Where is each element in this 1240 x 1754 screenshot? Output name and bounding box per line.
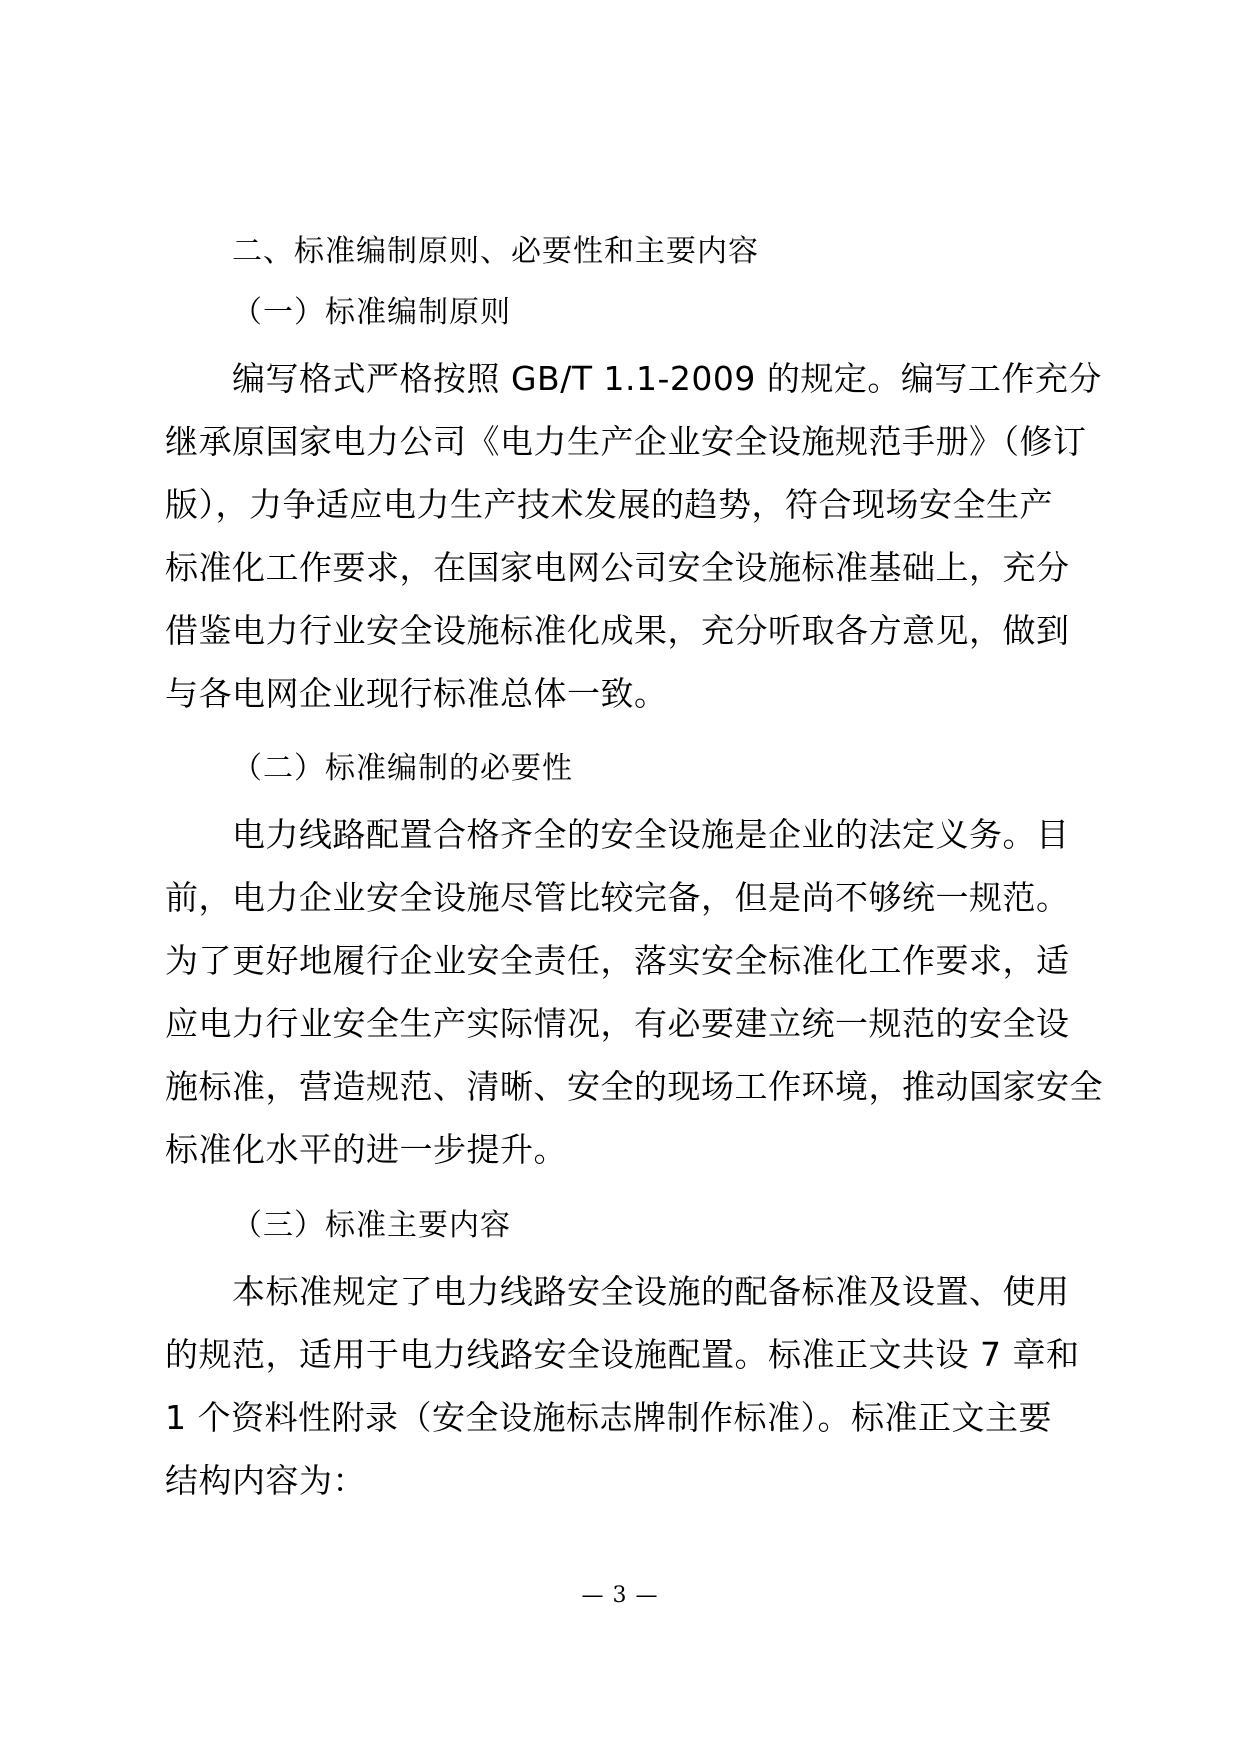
paragraph-1-line-1: 编写格式严格按照 GB/T 1.1-2009 的规定。编写工作充分 [232,359,1102,398]
paragraph-2-line-4: 应电力行业安全生产实际情况，有必要建立统一规范的安全设 [165,1004,1070,1043]
subsection-2-title: （二）标准编制的必要性 [232,751,573,786]
paragraph-3-line-2: 的规范，适用于电力线路安全设施配置。标准正文共设 7 章和 [165,1335,1080,1374]
section-heading: 二、标准编制原则、必要性和主要内容 [232,234,759,269]
paragraph-2-line-3: 为了更好地履行企业安全责任，落实安全标准化工作要求，适 [165,941,1070,980]
paragraph-2-line-6: 标准化水平的进一步提升。 [165,1130,567,1169]
paragraph-1-line-2: 继承原国家电力公司《电力生产企业安全设施规范手册》（修订 [165,422,1087,461]
paragraph-2-line-1: 电力线路配置合格齐全的安全设施是企业的法定义务。目 [232,815,1070,854]
paragraph-3-line-3: 1 个资料性附录（安全设施标志牌制作标准）。标准正文主要 [165,1398,1052,1437]
paragraph-1-line-5: 借鉴电力行业安全设施标准化成果，充分听取各方意见，做到 [165,611,1070,650]
paragraph-1-line-3: 版），力争适应电力生产技术发展的趋势，符合现场安全生产 [165,485,1053,524]
paragraph-3-line-1: 本标准规定了电力线路安全设施的配备标准及设置、使用 [232,1272,1070,1311]
subsection-1-title: （一）标准编制原则 [232,295,511,330]
paragraph-1-line-6: 与各电网企业现行标准总体一致。 [165,674,668,713]
page-number: — 3 — [581,1583,659,1608]
subsection-3-title: （三）标准主要内容 [232,1208,511,1243]
paragraph-3-line-4: 结构内容为： [165,1461,366,1500]
paragraph-1-line-4: 标准化工作要求，在国家电网公司安全设施标准基础上，充分 [165,548,1070,587]
paragraph-2-line-2: 前，电力企业安全设施尽管比较完备，但是尚不够统一规范。 [165,878,1070,917]
paragraph-2-line-5: 施标准，营造规范、清晰、安全的现场工作环境，推动国家安全 [165,1067,1103,1106]
